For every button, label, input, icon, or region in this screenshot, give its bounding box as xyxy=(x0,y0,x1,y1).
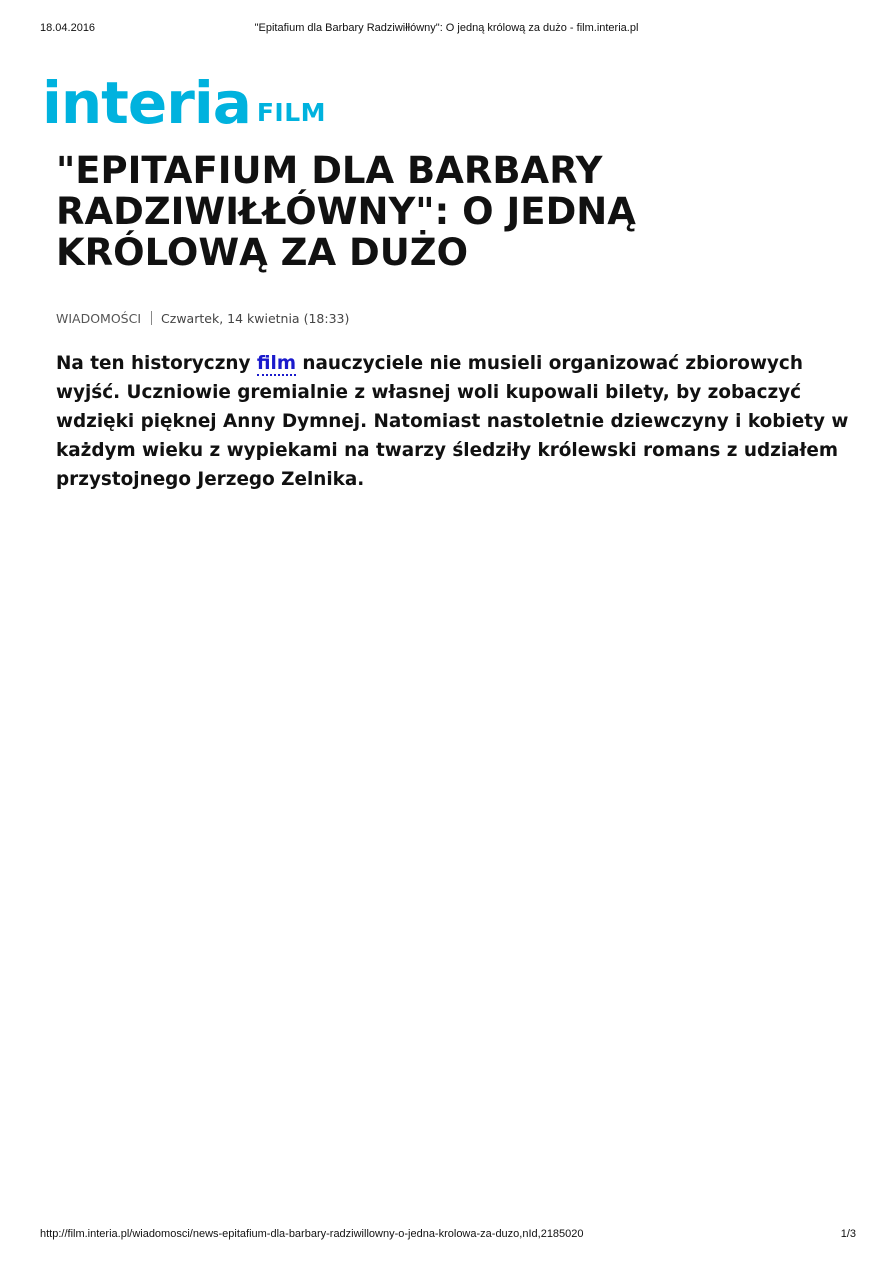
article-lead xyxy=(56,349,856,494)
article-title: "EPITAFIUM DLA BARBARY RADZIWIŁŁÓWNY": O JEDNĄ KRÓLOWĄ ZA DUŻO xyxy=(56,149,636,274)
print-page-number: 1/3 xyxy=(840,1228,856,1240)
meta-divider xyxy=(151,311,152,325)
print-date: 18.04.2016 xyxy=(40,22,96,34)
print-footer xyxy=(40,1228,856,1244)
lead-text-after-link: nauczyciele nie musieli organizować zbiorowych wyjść. Uczniowie gremialnie z własnej woli kupowali bilety, by zobaczyć wdzięki pięknej Anny Dymnej. Natomiast nastoletnie dziewczyny i kobiety w każdym wieku z wypiekami na twarzy śledziły królewski romans z udziałem przystojnego Jerzego Zelnika. xyxy=(56,353,849,490)
interia-film-logo[interactable] xyxy=(42,69,327,137)
print-page-url: http://film.interia.pl/wiadomosci/news-epitafium-dla-barbary-radziwillowny-o-jedna-krolowa-za-duzo,nId,2185020 xyxy=(40,1228,584,1240)
article-category[interactable]: WIADOMOŚCI xyxy=(56,311,142,326)
lead-text-before-link: Na ten historyczny xyxy=(56,353,257,374)
film-link[interactable]: film xyxy=(256,353,296,374)
print-header xyxy=(40,22,853,38)
logo-wordmark: interia xyxy=(42,69,251,137)
article-date: Czwartek, 14 kwietnia (18:33) xyxy=(161,311,350,326)
logo-section-label: FILM xyxy=(256,98,327,127)
print-document-title: "Epitafium dla Barbary Radziwiłłówny": O jedną królową za dużo - film.interia.pl xyxy=(254,22,639,34)
article-meta xyxy=(56,311,349,326)
